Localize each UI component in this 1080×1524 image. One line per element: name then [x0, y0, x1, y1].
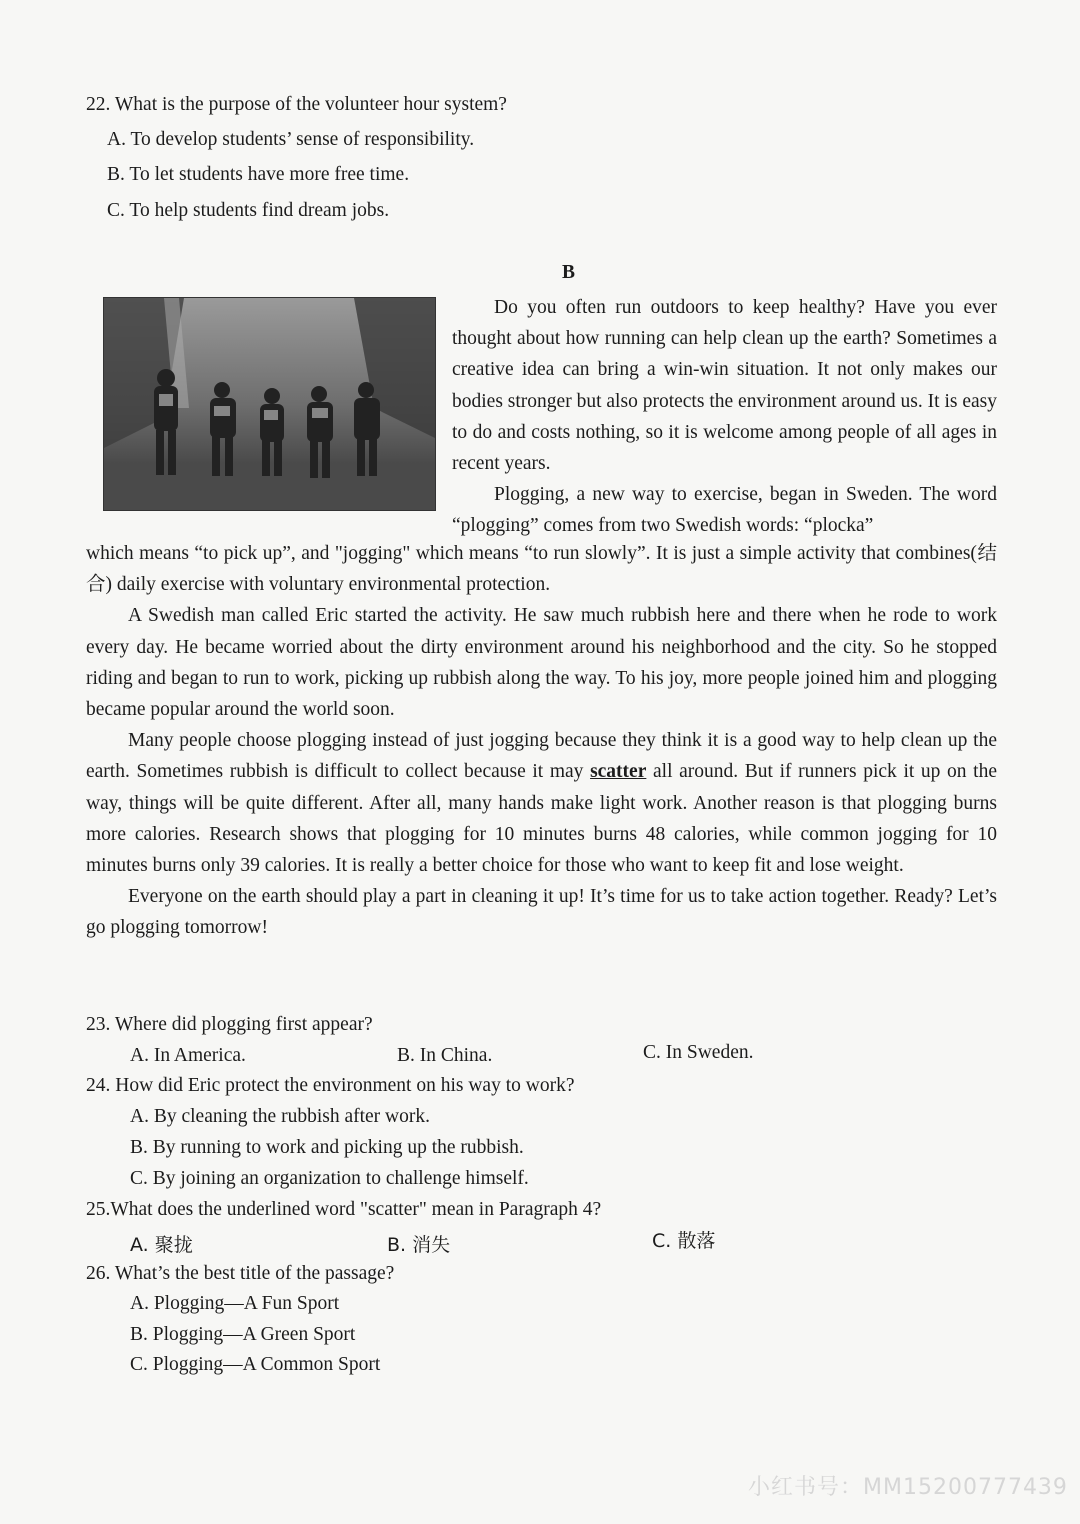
- passage-paragraph-2-bottom: which means “to pick up”, and "jogging" which means “to run slowly”. It is just a simple activity that combines(结合) daily exercise with voluntary environmental protection.: [86, 543, 997, 596]
- q26-stem: 26. What’s the best title of the passage?: [86, 1263, 395, 1284]
- passage-paragraph-3: A Swedish man called Eric started the activity. He saw much rubbish here and there when he rode to work every day. He became worried about the dirty environment around his neighborhood and the city. So he stopped riding and began to run to work, picking up rubbish along the way. To his joy, more people joined him and plogging became popular around the world soon.: [86, 605, 997, 721]
- q22-option-c: C. To help students find dream jobs.: [107, 200, 390, 221]
- passage-paragraph-5: Everyone on the earth should play a part in cleaning it up! It’s time for us to take action together. Ready? Let’s go plogging tomorrow!: [86, 886, 997, 939]
- q24-stem: 24. How did Eric protect the environment on his way to work?: [86, 1075, 575, 1096]
- q25-option-b: B. 消失: [387, 1234, 451, 1256]
- q26-option-b: B. Plogging—A Green Sport: [130, 1324, 356, 1345]
- passage-paragraph-2-top: Plogging, a new way to exercise, began in Sweden. The word “plogging” comes from two Swedish words: “plocka”: [452, 484, 997, 537]
- passage-paragraph-4: [86, 725, 997, 881]
- q25-stem: 25.What does the underlined word "scatter" mean in Paragraph 4?: [86, 1199, 602, 1220]
- q24-option-c: C. By joining an organization to challenge himself.: [130, 1168, 529, 1189]
- q23-option-c: C. In Sweden.: [643, 1042, 754, 1063]
- plogging-photo: [103, 297, 436, 511]
- q26-option-c: C. Plogging—A Common Sport: [130, 1354, 381, 1375]
- q23-option-b: B. In China.: [397, 1045, 493, 1066]
- passage-wrap-right: [452, 292, 997, 542]
- q26-option-a: A. Plogging—A Fun Sport: [130, 1293, 340, 1314]
- q22-option-b: B. To let students have more free time.: [107, 164, 410, 185]
- section-label: B: [562, 262, 576, 283]
- passage-paragraph-4-after: all around. But if runners pick it up on the way, things will be quite different. After all, many hands make light work. Another reason is that plogging burns more calories. Research shows that plogging for 10 minutes burns 48 calories, while common jogging for 10 minutes burns only 39 calories. It is really a better choice for those who want to keep fit and lose weight.: [86, 761, 997, 877]
- q23-stem: 23. Where did plogging first appear?: [86, 1014, 373, 1035]
- plogging-photo-image: [104, 298, 435, 510]
- passage-paragraph-1: Do you often run outdoors to keep healthy? Have you ever thought about how running can help clean up the earth? Sometimes a creative idea can bring a win-win situation. It not only makes our bodies stronger but also protects the environment around us. It is easy to do and costs nothing, so it is welcome among people of all ages in recent years.: [452, 297, 997, 475]
- q25-option-c: C. 散落: [652, 1230, 716, 1252]
- q23-option-a: A. In America.: [130, 1045, 246, 1066]
- underlined-word-scatter: scatter: [590, 761, 647, 783]
- watermark: 小红书号：MM15200777439: [748, 1475, 1068, 1500]
- passage-body: [86, 538, 997, 944]
- passage-paragraph-4-before: Many people choose plogging instead of just jogging because they think it is a good way to help clean up the earth. Sometimes rubbish is difficult to collect because it may: [86, 730, 997, 783]
- q24-option-b: B. By running to work and picking up the rubbish.: [130, 1137, 524, 1158]
- q24-option-a: A. By cleaning the rubbish after work.: [130, 1106, 431, 1127]
- q22-stem: 22. What is the purpose of the volunteer hour system?: [86, 94, 507, 115]
- q25-option-a: A. 聚拢: [130, 1234, 193, 1256]
- q22-option-a: A. To develop students’ sense of responsibility.: [107, 129, 475, 150]
